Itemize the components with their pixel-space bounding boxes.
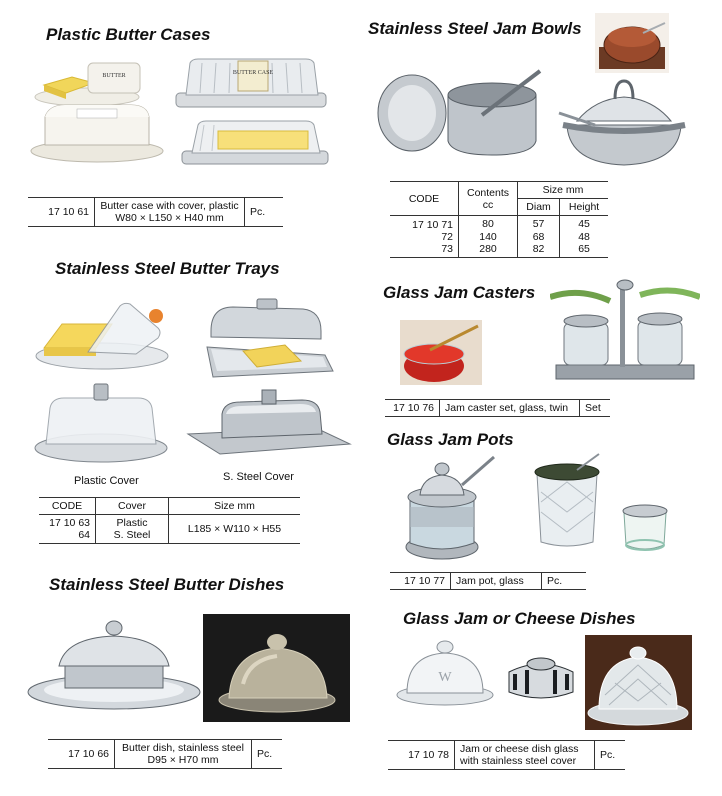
- caption-plastic-cover: Plastic Cover: [74, 475, 139, 487]
- header-code: CODE: [51, 500, 83, 512]
- product-code: 73: [441, 243, 453, 255]
- wooden-jam-bowl-image: [595, 13, 669, 73]
- product-description: [95, 198, 245, 227]
- height-value: 48: [560, 231, 608, 243]
- product-code: 17 10 71: [412, 219, 453, 231]
- header-size: Size mm: [518, 182, 609, 199]
- section-title-glass-jam-cheese-dishes: Glass Jam or Cheese Dishes: [403, 609, 636, 628]
- header-contents-label: Contents: [466, 186, 510, 199]
- steel-jam-bowl-open-image: [372, 65, 547, 160]
- product-code: 17 10 76: [393, 402, 434, 414]
- cover-type: Plastic: [116, 517, 148, 529]
- glass-jam-caster-spec-table: [385, 399, 610, 417]
- glass-cloche-dish-image: [393, 631, 498, 711]
- contents-value: 280: [459, 243, 518, 258]
- glass-butter-tray-image: [32, 298, 172, 373]
- caption-steel-cover: S. Steel Cover: [223, 471, 294, 483]
- cover-types: [96, 515, 169, 544]
- plastic-cover-butter-tray-image: [32, 378, 170, 466]
- monogram-text: W: [438, 670, 452, 685]
- diam-value: 68: [518, 231, 560, 243]
- description-line: Jam or cheese dish glass: [460, 743, 579, 755]
- steel-butter-dish-brushed-image: [203, 614, 350, 722]
- height-value: 45: [560, 216, 608, 232]
- description-line: Butter dish, stainless steel: [122, 742, 244, 754]
- product-code: 17 10 66: [68, 748, 109, 760]
- jam-jar-strawberry-image: [400, 320, 482, 385]
- unit: Pc.: [542, 573, 587, 590]
- product-code: 72: [441, 231, 453, 243]
- section-title-plastic-butter-cases: Plastic Butter Cases: [46, 25, 211, 44]
- butter-case-lid-text: BUTTER CASE: [232, 70, 274, 76]
- plastic-butter-case-spec-table: [28, 197, 283, 227]
- clear-plastic-butter-case-image: [172, 55, 330, 115]
- steel-jam-bowl-twisted-image: [555, 75, 693, 170]
- unit: Pc.: [252, 740, 283, 769]
- steel-butter-tray-spec-table: [39, 497, 300, 544]
- dimensions-line: D95 × H70 mm: [147, 754, 219, 766]
- cut-glass-cheese-dome-image: [585, 635, 692, 730]
- header-cover: Cover: [96, 498, 169, 515]
- steel-cover-jam-dish-image: [505, 652, 577, 707]
- steel-butter-dish-domed-image: [25, 618, 203, 714]
- section-title-glass-jam-pots: Glass Jam Pots: [387, 430, 514, 449]
- butter-case-side-text: BUTTER: [102, 73, 126, 79]
- product-code: 17 10 77: [404, 575, 445, 587]
- cut-glass-jam-pot-image: [527, 452, 607, 552]
- header-contents-unit: cc: [482, 198, 494, 211]
- unit: Set: [580, 400, 611, 417]
- section-title-steel-butter-dishes: Stainless Steel Butter Dishes: [49, 575, 285, 594]
- section-title-steel-jam-bowls: Stainless Steel Jam Bowls: [368, 19, 582, 38]
- product-code: 17 10 78: [408, 749, 449, 761]
- product-code: 64: [78, 529, 90, 541]
- product-description: Jam pot, glass: [451, 573, 542, 590]
- header-height: Height: [560, 199, 608, 216]
- unit: Pc.: [245, 198, 284, 227]
- contents-value: 80: [459, 216, 518, 232]
- product-codes: [39, 515, 96, 544]
- contents-value: 140: [459, 231, 518, 243]
- diam-value: 57: [518, 216, 560, 232]
- product-description: [115, 740, 252, 769]
- header-code: CODE: [390, 182, 459, 216]
- size-value: L185 × W110 × H55: [169, 515, 301, 544]
- height-value: 65: [560, 243, 608, 258]
- product-code: 17 10 61: [48, 206, 89, 218]
- unit: Pc.: [595, 741, 626, 770]
- section-title-glass-jam-casters: Glass Jam Casters: [383, 283, 536, 302]
- glass-jam-pot-spec-table: [390, 572, 586, 590]
- small-glass-jam-pot-image: [618, 495, 673, 555]
- steel-butter-dish-spec-table: [48, 739, 282, 769]
- steel-cover-butter-tray-image: [186, 388, 352, 464]
- header-diam: Diam: [518, 199, 560, 216]
- product-code: 17 10 63: [49, 517, 90, 529]
- description-line: with stainless steel cover: [460, 755, 577, 767]
- steel-butter-tray-open-image: [203, 297, 338, 385]
- clear-plastic-butter-case-open-image: [178, 115, 333, 170]
- cover-type: S. Steel: [113, 529, 151, 541]
- glass-jam-pot-pewter-image: [398, 455, 498, 565]
- header-size: Size mm: [169, 498, 301, 515]
- steel-jam-bowl-spec-table: [390, 181, 608, 258]
- product-description: [455, 741, 595, 770]
- diam-value: 82: [518, 243, 560, 258]
- section-title-steel-butter-trays: Stainless Steel Butter Trays: [55, 259, 280, 278]
- ceramic-butter-case-large-image: [27, 95, 167, 165]
- dimensions-line: W80 × L150 × H40 mm: [115, 212, 224, 224]
- header-contents: [459, 182, 518, 216]
- product-description: Jam caster set, glass, twin: [440, 400, 580, 417]
- description-line: Butter case with cover, plastic: [100, 200, 239, 212]
- jam-caster-twin-set-image: [550, 267, 700, 385]
- glass-jam-cheese-spec-table: [388, 740, 625, 770]
